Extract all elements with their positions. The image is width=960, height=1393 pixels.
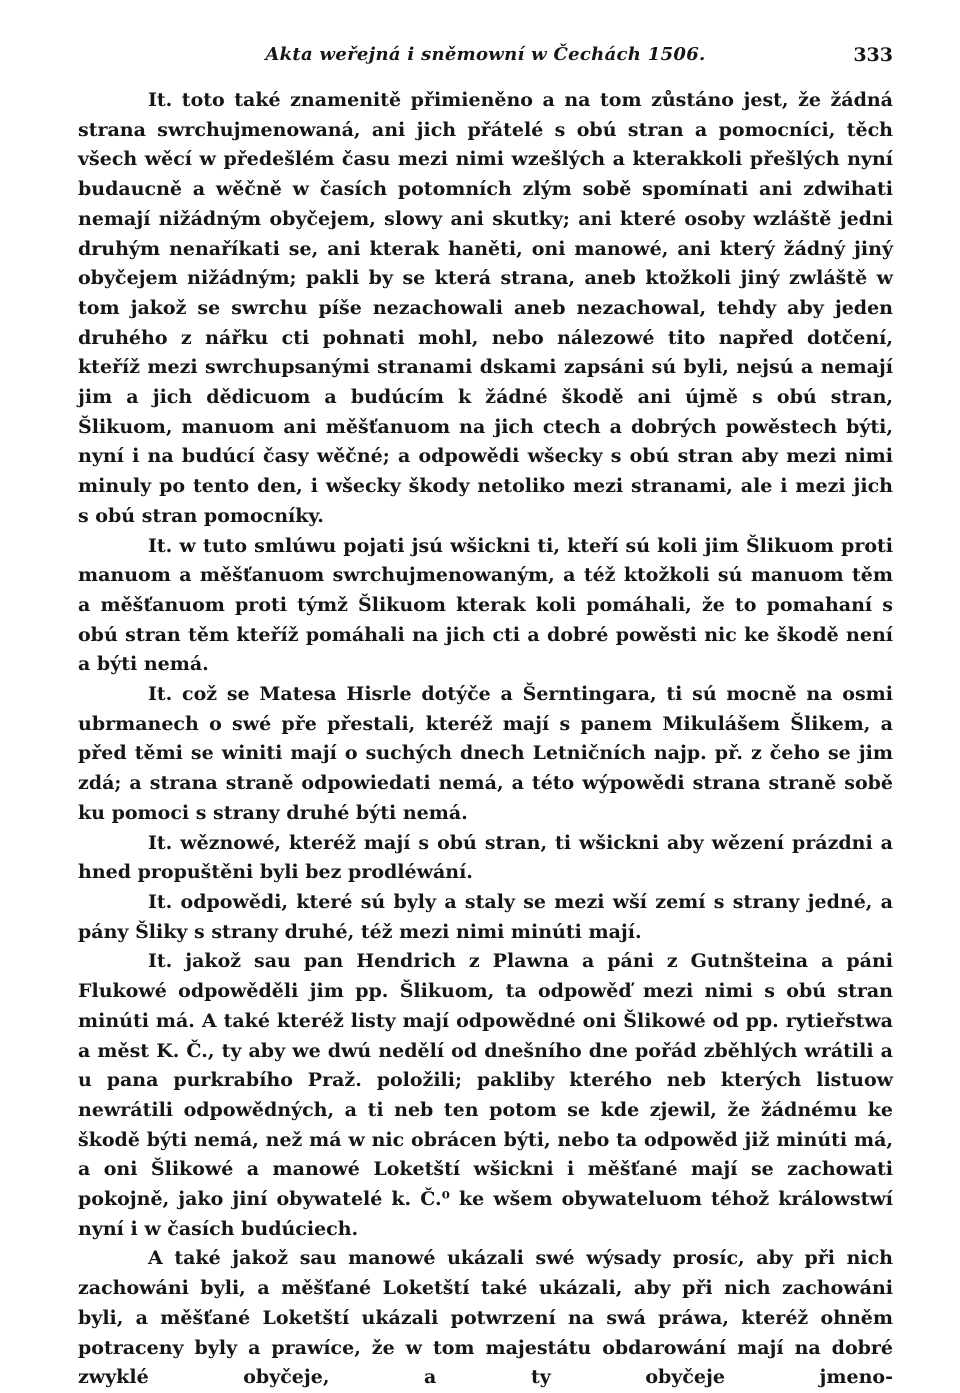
paragraph-3: It. což se Matesa Hisrle dotýče a Šerntingara, ti sú mocně na osmi ubrmanech o swé pře přestali, kteréž mají s panem Mikulášem Šlikem, a před těmi se winiti mají o suchých dnech Letničních najp. př. z čeho se jim zdá; a strana straně odpowiedati nemá, a této wýpowědi strana straně sobě ku pomoci s strany druhé býti nemá. (78, 683, 893, 824)
page-number: 333 (853, 44, 893, 66)
paragraph-1: It. toto také znamenitě přimieněno a na tom zůstáno jest, že žádná strana swrchujmenowaná, ani jich přátelé s obú stran a pomocníci, těch všech wěcí w předešlém času mezi nimi wzešlých a kterakkoli přešlých nyní budaucně a wěčně w časích potomních zlým sobě spomínati ani zdwihati nemají nižádným obyčejem, slowy ani skutky; ani které osoby wzláště jedni druhým nenaříkati se, ani kterak haněti, oni manowé, ani který žádný jiný obyčejem nižádným; pakli by se která strana, aneb ktožkoli jiný zwláště w tom jakož se swrchu píše nezachowali aneb nezachowal, tehdy aby jeden druhého z nářku cti pohnati mohl, nebo nálezowé tito napřed dotčení, kteříž mezi swrchupsanými stranami dskami zapsáni sú byli, nejsú a nemají jim a jich dědicuom a budúcím k žádné škodě ani újmě s obú stran, Šlikuom, manuom ani měšťanuom na jich ctech a dobrých powěstech býti, nyní i na budúcí časy wěčné; a odpowědi wšecky s obú stran aby mezi nimi minuly po tento den, i wšecky škody netoliko mezi stranami, ale i mezi jich s obú stran pomocníky. (78, 89, 893, 527)
page-header (78, 44, 893, 74)
document-page (78, 44, 893, 1393)
running-title: Akta weřejná i sněmowní w Čechách 1506. (265, 44, 706, 65)
paragraph-6: It. jakož sau pan Hendrich z Plawna a páni z Gutnšteina a páni Flukowé odpowěděli jim pp. Šlikuom, ta odpowěď mezi nimi s obú stran minúti má. A také kteréž listy mají odpowědné oni Šlikowé od pp. rytieřstwa a měst K. Č., ty aby we dwú nedělí od dnešního dne pořád zběhlých wrátili a u pana purkrabího Praž. položili; pakliby kterého neb kterých listuow newrátili odpowědných, a ti neb ten potom se kde zjewil, že žádnému ke škodě býti nemá, než má w nic obrácen býti, nebo ta odpowěd již minúti má, a oni Šlikowé a manowé Loketští wšickni i měšťané mají se zachowati pokojně, jako jiní obywatelé k. Č.⁰ ke wšem obywateluom téhož králowstwí nyní i w časích budúciech. (78, 950, 893, 1240)
paragraph-7: A také jakož sau manowé ukázali swé wýsady prosíc, aby při nich zachowáni byli, a měšťané Loketští také ukázali, aby při nich zachowáni byli, a měšťané Loketští ukázali potwrzení na swá práwa, kteréž ohněm potraceny byly a prawíce, že w tom majestátu obdarowání mají na dobré zwyklé obyčeje, a ty obyčeje jmeno- (78, 1247, 893, 1389)
body-text (78, 86, 893, 1393)
paragraph-5: It. odpowědi, které sú byly a staly se mezi wší zemí s strany jedné, a pány Šliky s strany druhé, též mezi nimi minúti mají. (78, 890, 893, 943)
paragraph-2: It. w tuto smlúwu pojati jsú wšickni ti, kteří sú koli jim Šlikuom proti manuom a měšťanuom swrchujmenowaným, a též ktožkoli sú manuom těm a měšťanuom proti týmž Šlikuom kterak koli pomáhali, že to pomahaní s obú stran těm kteříž pomáhali na jich cti a dobré powěsti nic ke škodě není a býti nemá. (78, 534, 893, 676)
paragraph-4: It. wěznowé, kteréž mají s obú stran, ti wšickni aby wězení prázdni a hned propuštěni byli bez prodléwání. (78, 831, 893, 884)
